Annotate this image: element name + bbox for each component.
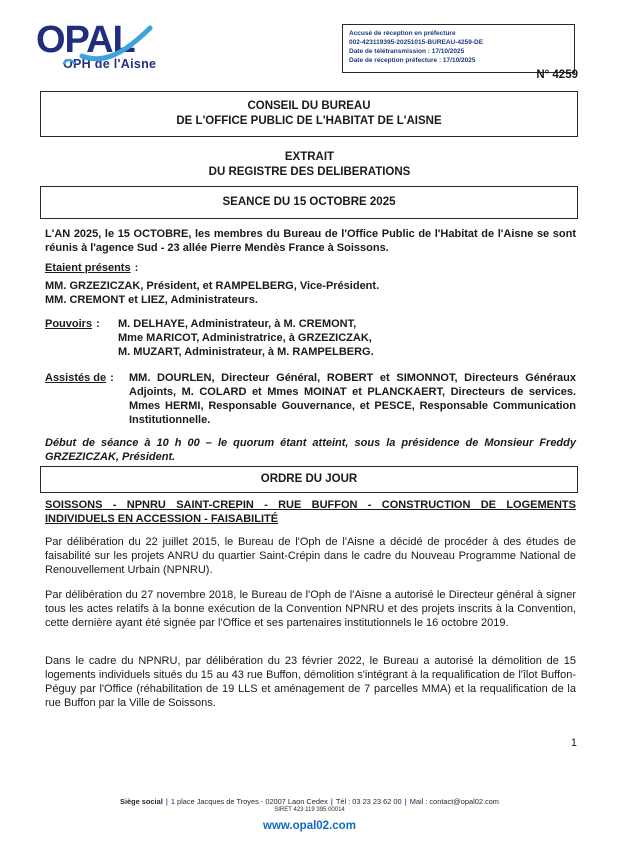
present-label-colon: : — [134, 262, 139, 274]
footer-separator: | — [165, 797, 168, 806]
footer-separator: | — [404, 797, 407, 806]
footer-address: 1 place Jacques de Troyes - 02007 Laon Cedex — [170, 797, 328, 806]
stamp-line: Accusé de réception en préfecture — [349, 30, 456, 37]
footer-contact-line — [0, 797, 619, 806]
footer-phone: Tél : 03 23 23 62 00 — [335, 797, 402, 806]
session-start-line: Début de séance à 10 h 00 – le quorum étant atteint, sous la présidence de Monsieur Freddy GRZEZICZAK, Président. — [45, 437, 576, 463]
page-footer — [0, 797, 619, 832]
present-member-line: MM. CREMONT et LIEZ, Administrateurs. — [45, 294, 258, 306]
stamp-line: Date de réception préfecture : 17/10/2025 — [349, 57, 476, 64]
powers-label-text: Pouvoirs — [45, 318, 93, 330]
assisted-label-colon: : — [110, 372, 114, 384]
extract-line1: EXTRAIT — [284, 151, 335, 163]
assisted-label-text: Assistés de — [45, 372, 107, 384]
footer-hq-label: Siège social — [120, 797, 163, 806]
opening-paragraph: L'AN 2025, le 15 OCTOBRE, les membres du Bureau de l'Office Public de l'Habitat de l'Aisne se sont réunis à l'agence Sud - 23 allée Pierre Mendès France à Soissons. — [45, 228, 576, 254]
footer-website: www.opal02.com — [263, 820, 356, 832]
stamp-line: 002-423119395-20251015-BUREAU-4259-DE — [349, 39, 484, 46]
assisted-content: MM. DOURLEN, Directeur Général, ROBERT et SIMONNOT, Directeurs Généraux Adjoints, M. COLARD et Mmes MOINAT et PLANCKAERT, Directeurs de services. Mmes HERMI, Responsable Gouvernance, et PESCE, Responsable Communication Institutionnelle. — [129, 372, 576, 426]
powers-label-colon: : — [96, 318, 100, 330]
present-label — [45, 261, 576, 275]
logo-wordmark: OPAL — [36, 19, 135, 61]
present-members — [45, 279, 576, 307]
footer-separator: | — [330, 797, 333, 806]
agenda-paragraph-1: Par délibération du 22 juillet 2015, le Bureau de l'Oph de l'Aisne a décidé de procéder à des études de faisabilité sur les projets ANRU du quartier Saint-Crépin dans le cadre du Nouveau Programme National de Renouvellement Urbain (NPNRU). — [45, 536, 576, 576]
prefecture-stamp — [342, 24, 575, 73]
assisted-section — [45, 371, 576, 427]
council-title-box — [40, 91, 578, 137]
powers-line: M. MUZART, Administrateur, à M. RAMPELBERG. — [118, 346, 374, 358]
footer-siret: SIRET 423 119 395 00014 — [274, 807, 345, 813]
agenda-item-heading: SOISSONS - NPNRU SAINT-CREPIN - RUE BUFFON - CONSTRUCTION DE LOGEMENTS INDIVIDUELS EN ACCESSION - FAISABILITÉ — [45, 499, 576, 525]
powers-label — [45, 317, 118, 359]
session-title-box: SEANCE DU 15 OCTOBRE 2025 — [40, 186, 578, 219]
logo-subtitle: OPH de l'Aisne — [63, 57, 157, 71]
deliberation-number: N° 4259 — [536, 69, 578, 81]
powers-content — [118, 317, 576, 359]
agenda-paragraph-2: Par délibération du 27 novembre 2018, le Bureau de l'Oph de l'Aisne a autorisé le Directeur général à signer tous les actes relatifs à la bonne exécution de la Convention NPNRU et des projets inscrits à la Convention, cette dernière ayant été signée par l'Office et ses partenaires institutionnels le 16 octobre 2019. — [45, 589, 576, 629]
powers-line: Mme MARICOT, Administratrice, à GRZEZICZAK, — [118, 332, 372, 344]
extract-title — [0, 150, 619, 180]
present-label-text: Etaient présents — [45, 262, 131, 274]
extract-line2: DU REGISTRE DES DELIBERATIONS — [208, 166, 411, 178]
footer-mail: Mail : contact@opal02.com — [409, 797, 499, 806]
assisted-label — [45, 371, 129, 427]
powers-line: M. DELHAYE, Administrateur, à M. CREMONT, — [118, 318, 357, 330]
present-member-line: MM. GRZEZICZAK, Président, et RAMPELBERG, Vice-Président. — [45, 280, 380, 292]
council-title-line1: CONSEIL DU BUREAU — [247, 100, 371, 112]
powers-section — [45, 317, 576, 359]
council-title-line2: DE L'OFFICE PUBLIC DE L'HABITAT DE L'AISNE — [176, 115, 442, 127]
agenda-title-box: ORDRE DU JOUR — [40, 466, 578, 493]
page-number: 1 — [570, 737, 577, 749]
stamp-line: Date de télétransmission : 17/10/2025 — [349, 48, 465, 55]
agenda-paragraph-3: Dans le cadre du NPNRU, par délibération du 23 février 2022, le Bureau a autorisé la démolition de 15 logements individuels situés du 15 au 43 rue Buffon, démolition s'intégrant à la requalification de l'îlot Buffon-Péguy par l'Office (réhabilitation de 19 LLS et aménagement de 7 parcelles MMA) et la requalification de la rue Buffon par la Ville de Soissons. — [45, 655, 576, 709]
opal-logo — [36, 20, 162, 80]
